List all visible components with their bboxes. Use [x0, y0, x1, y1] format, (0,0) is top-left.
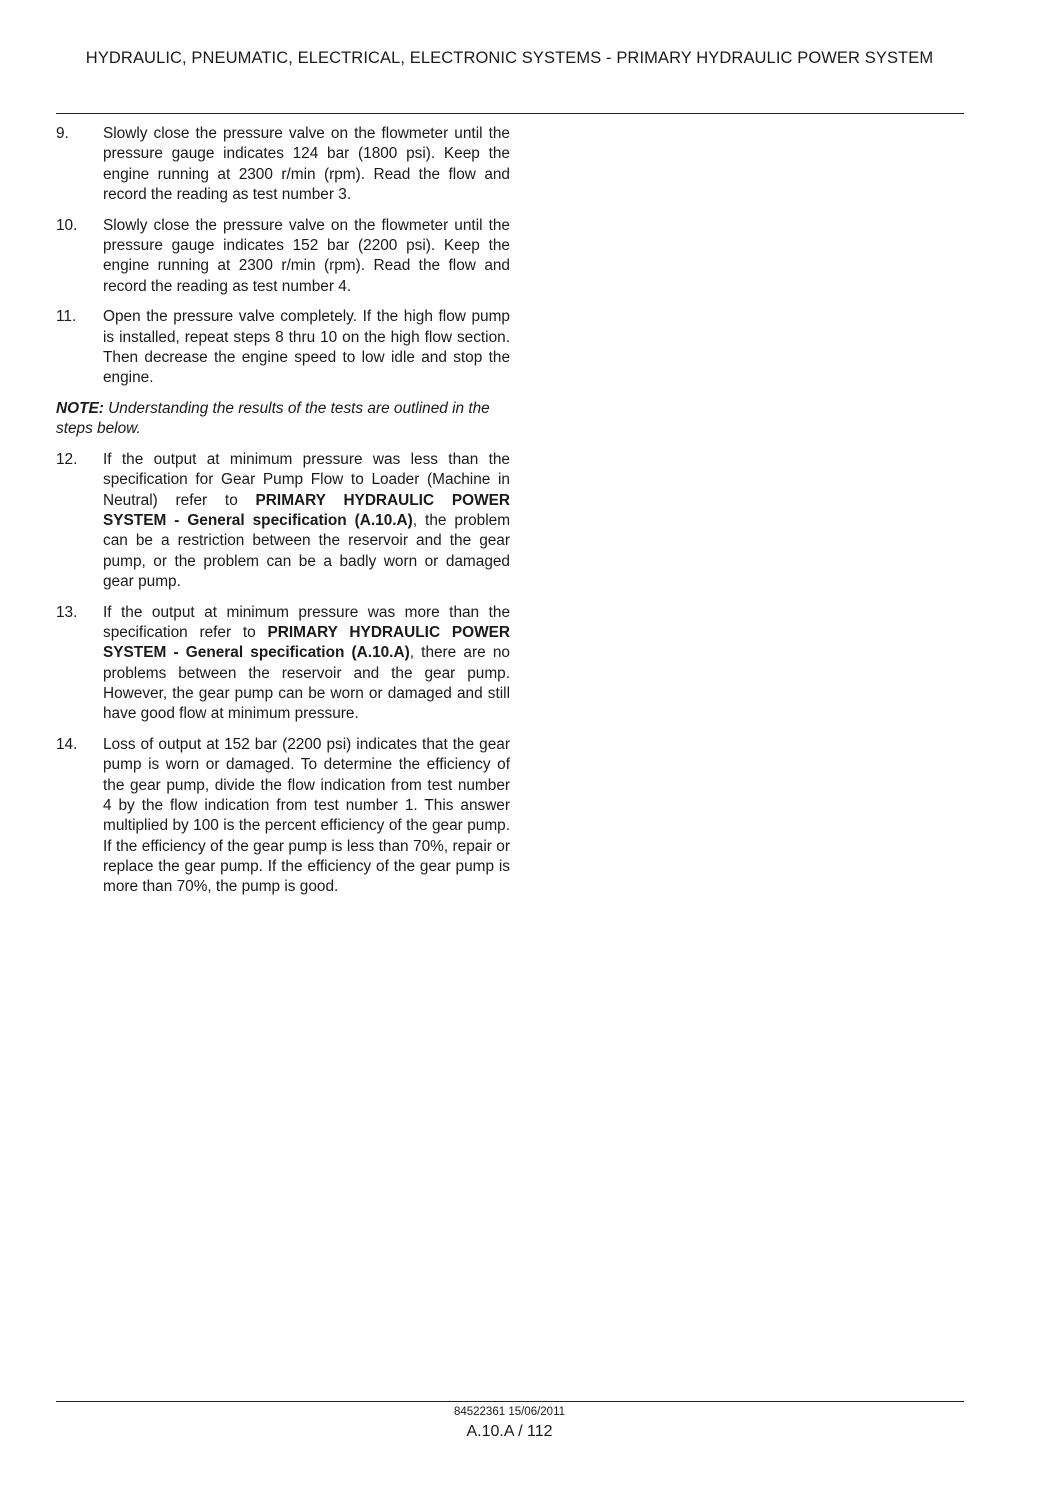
- step-item: [56, 450, 510, 592]
- step-number: 10.: [56, 216, 78, 234]
- step-text: Slowly close the pressure valve on the flowmeter until the pressure gauge indicates 152 bar (2200 psi). Keep the engine running at 2300 r/min (rpm). Read the flow and record the reading as test number 4.: [103, 216, 510, 295]
- step-text-part: , the problem can be a restriction between the reservoir and the gear pump, or the problem can be a badly worn or damaged gear pump.: [103, 512, 511, 590]
- note-paragraph: [56, 399, 510, 440]
- step-text: [103, 450, 510, 592]
- step-text-part: , there are no problems between the reservoir and the gear pump. However, the gear pump can be worn or damaged and still have good flow at minimum pressure.: [103, 644, 510, 723]
- step-number: 12.: [56, 451, 78, 469]
- step-item: [56, 216, 510, 297]
- step-item: [56, 307, 510, 388]
- footer-document-id: 84522361 15/06/2011: [453, 1406, 566, 1418]
- step-text: Slowly close the pressure valve on the flowmeter until the pressure gauge indicates 124 bar (1800 psi). Keep the engine running at 2300 r/min (rpm). Read the flow and record the reading as test number 3.: [103, 125, 510, 203]
- step-text-part: If the output at minimum pressure was less than the specification for Gear Pump Flow to Loader (Machine in Neutral) refer to: [103, 451, 510, 509]
- step-item: [56, 735, 510, 897]
- step-text: Open the pressure valve completely. If the high flow pump is installed, repeat steps 8 thru 10 on the high flow section. Then decrease the engine speed to low idle and stop the engine.: [103, 308, 510, 387]
- footer-page-number: A.10.A / 112: [466, 1423, 553, 1440]
- note-text: Understanding the results of the tests are outlined in the steps below.: [56, 400, 490, 438]
- step-number: 13.: [56, 603, 78, 621]
- step-text: [103, 603, 510, 725]
- step-text-part: If the output at minimum pressure was more than the specification refer to: [103, 603, 510, 642]
- page-header-title: HYDRAULIC, PNEUMATIC, ELECTRICAL, ELECTRONIC SYSTEMS - PRIMARY HYDRAULIC POWER SYSTEM: [85, 49, 934, 67]
- step-number: 14.: [56, 736, 78, 754]
- step-item: [56, 603, 510, 725]
- spec-reference-link[interactable]: PRIMARY HYDRAULIC POWER SYSTEM - General specification (A.10.A): [103, 491, 510, 530]
- step-number: 11.: [56, 308, 77, 326]
- content-column: [56, 124, 510, 908]
- note-label: NOTE:: [56, 400, 104, 418]
- step-text: Loss of output at 152 bar (2200 psi) indicates that the gear pump is worn or damaged. To determine the efficiency of the gear pump, divide the flow indication from test number 4 by the flow indication from test number 1. This answer multiplied by 100 is the percent efficiency of the gear pump. If the efficiency of the gear pump is less than 70%, repair or replace the gear pump. If the efficiency of the gear pump is more than 70%, the pump is good.: [103, 736, 510, 896]
- step-number: 9.: [56, 125, 69, 142]
- header-divider: [56, 113, 964, 114]
- spec-reference-link[interactable]: PRIMARY HYDRAULIC POWER SYSTEM - General specification (A.10.A): [103, 624, 510, 662]
- footer-divider: [56, 1401, 964, 1402]
- step-item: [56, 124, 510, 205]
